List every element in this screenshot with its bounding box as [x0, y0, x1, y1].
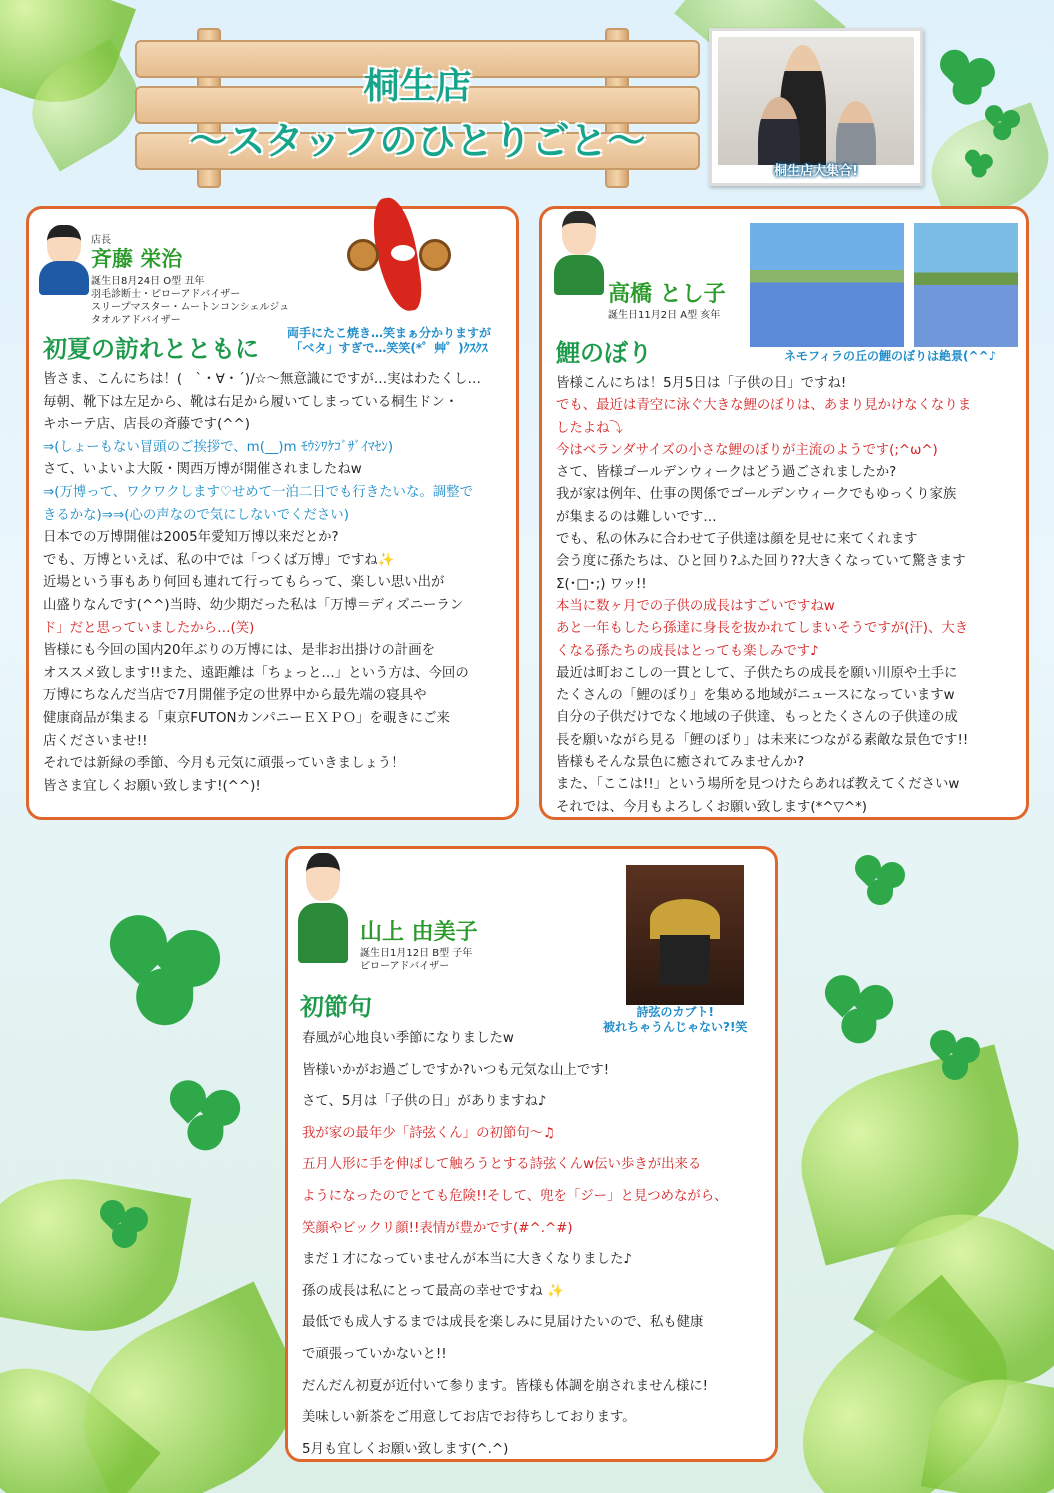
article-body	[302, 1023, 728, 1465]
body-line: でも、私の休みに合わせて子供達は顔を見せに来てくれます	[556, 532, 918, 548]
body-line: 皆様にも今回の国内20年ぶりの万博には、是非お出掛けの計画を	[43, 643, 435, 659]
staff-name: 山上 由美子	[360, 920, 478, 945]
body-line: それでは、今月もよろしくお願い致します(*^▽^*)	[556, 799, 867, 815]
clover-icon	[985, 105, 1020, 140]
avatar-yamagami	[298, 853, 348, 969]
body-line: 我が家は例年、仕事の関係でゴールデンウィークでもゆっくり家族	[556, 487, 957, 503]
body-line: くなる孫たちの成長はとっても楽しみです♪	[556, 643, 819, 659]
avatar-takahashi	[554, 211, 604, 301]
avatar-saito	[39, 225, 89, 303]
body-line: Σ(･□･;) ワッ!!	[556, 576, 647, 592]
page-title: 桐生店	[363, 66, 472, 107]
clover-icon	[965, 150, 993, 178]
body-line: 会う度に孫たちは、ひと回り?ふた回り??大きくなっていて驚きます	[556, 554, 966, 570]
body-line: 五月人形に手を伸ばして触ろうとする詩弦くんw伝い歩きが出来る	[302, 1157, 702, 1173]
body-line: ようになったのでとても危険!!そして、兜を「ジー」と見つめながら、	[302, 1188, 728, 1204]
clover-icon	[110, 915, 220, 1025]
mascot-caption: 両手にたこ焼き…笑まぁ分かりますが 「ベタ」すぎで…笑笑(*゜艸゜)ｸｽｸｽ	[287, 326, 492, 355]
body-line: まだ１才になっていませんが本当に大きくなりました♪	[302, 1252, 632, 1268]
body-line: 最低でも成人するまでは成長を楽しみに見届けたいので、私も健康	[302, 1315, 704, 1331]
role-label: 店長	[91, 235, 111, 246]
photo-caption: 詩弦のカブト! 被れちゃうんじゃない?!笑	[603, 1005, 748, 1034]
body-line: キホーテ店、店長の斉藤です(^^)	[43, 417, 250, 433]
article-body	[556, 373, 971, 819]
body-line: 毎朝、靴下は左足から、靴は右足から履いてしまっている桐生ドン・	[43, 394, 459, 410]
body-line: 皆様こんにちは！5月5日は「子供の日」ですね!	[556, 376, 847, 391]
body-line: で頑張っていかないと!!	[302, 1346, 447, 1362]
group-photo-caption: 桐生店大集合!	[774, 164, 858, 179]
kabuto-photo	[626, 865, 744, 1005]
card-takahashi	[539, 206, 1029, 820]
body-line: 皆様もそんな景色に癒されてみませんか?	[556, 755, 805, 771]
photo-caption: ネモフィラの丘の鯉のぼりは絶景(^^♪	[784, 349, 997, 363]
body-line: たくさんの「鯉のぼり」を集める地域がニュースになっていますw	[556, 688, 955, 704]
body-line: 皆さま、こんにちは！( `・∀・´)/☆～無意識にですが…実はわたくし…	[43, 372, 481, 387]
mascot-image	[347, 197, 457, 317]
body-line: 皆さま宜しくお願い致します!(^^)!	[43, 778, 261, 794]
body-line: でも、万博といえば、私の中では「つくば万博」ですね✨	[43, 552, 395, 568]
body-line: 日本での万博開催は2005年愛知万博以来だとか?	[43, 530, 339, 546]
page-subtitle: ～スタッフのひとりごと～	[189, 119, 646, 163]
clover-icon	[930, 1030, 980, 1080]
body-line: 美味しい新茶をご用意してお店でお待ちしております。	[302, 1410, 636, 1426]
staff-name: 斉藤 栄治	[91, 247, 183, 271]
clover-icon	[855, 855, 905, 905]
body-line: だんだん初夏が近付いて参ります。皆様も体調を崩されません様に!	[302, 1378, 709, 1394]
body-line: 最近は町おこしの一貫として、子供たちの成長を願い川原や土手に	[556, 665, 958, 681]
body-line: さて、5月は「子供の日」がありますね♪	[302, 1094, 547, 1110]
body-line: 皆様いかがお過ごしですか?いつも元気な山上です!	[302, 1062, 610, 1078]
body-line: 我が家の最年少「詩弦くん」の初節句～♫	[302, 1125, 556, 1141]
body-line: 近場という事もあり何回も連れて行ってもらって、楽しい思い出が	[43, 575, 445, 591]
body-line: 春風が心地良い季節になりましたw	[302, 1031, 514, 1046]
clover-icon	[940, 50, 995, 105]
group-photo	[709, 28, 923, 186]
body-line: 今はベランダサイズの小さな鯉のぼりが主流のようです(;^ω^)	[556, 442, 938, 458]
body-line: 自分の子供だけでなく地域の子供達、もっとたくさんの子供達の成	[556, 710, 958, 726]
card-saito	[26, 206, 519, 820]
body-line: 健康商品が集まる「東京FUTONカンパニーＥＸＰＯ」を覗きにご来	[43, 710, 450, 726]
body-line: 本当に数ヶ月での子供の成長はすごいですねw	[556, 598, 835, 614]
body-line: さて、いよいよ大阪・関西万博が開催されましたねw	[43, 462, 362, 478]
body-line: また、「ここは!!」という場所を見つけたらあれば教えてくださいw	[556, 777, 960, 793]
body-line: ド」だと思っていましたから…(笑)	[43, 620, 255, 636]
staff-meta: 誕生日1月12日 B型 子年 ピローアドバイザー	[360, 948, 473, 972]
staff-meta: 誕生日8月24日 O型 丑年 羽毛診断士・ピローアドバイザー スリープマスター・ムートンコンシェルジュ タオルアドバイザー	[91, 276, 290, 326]
body-line: それでは新緑の季節、今月も元気に頑張っていきましょう！	[43, 756, 405, 772]
header-sign	[135, 38, 700, 178]
body-line: 店くださいませ!!	[43, 733, 148, 749]
staff-name: 高橋 とし子	[608, 282, 726, 307]
body-line: さて、皆様ゴールデンウィークはどう過ごされましたか?	[556, 465, 897, 481]
body-line: あと一年もしたら孫達に身長を抜かれてしまいそうですが(汗)、大き	[556, 621, 969, 637]
body-line: 5月も宜しくお願い致します(^.^)	[302, 1441, 509, 1457]
body-line: でも、最近は青空に泳ぐ大きな鯉のぼりは、あまり見かけなくなりま	[556, 398, 972, 414]
article-heading: 鯉のぼり	[556, 339, 652, 367]
body-line: 長を願いながら見る「鯉のぼり」は未来につながる素敵な景色です!!	[556, 732, 969, 748]
body-line: 笑顔やビックリ顔!!表情が豊かです(#^.^#)	[302, 1220, 573, 1236]
body-line: 孫の成長は私にとって最高の幸せですね ✨	[302, 1283, 564, 1299]
body-line: きるかな)⇒⇒(心の声なので気にしないでください)	[43, 507, 349, 523]
body-line: 万博にちなんだ当店で7月開催予定の世界中から最先端の寝具や	[43, 688, 427, 704]
body-line: ⇒(万博って、ワクワクします♡せめて一泊二日でも行きたいな。調整で	[43, 484, 473, 500]
staff-meta: 誕生日11月2日 A型 亥年	[608, 310, 721, 321]
clover-icon	[100, 1200, 148, 1248]
article-heading: 初夏の訪れとともに	[43, 335, 259, 363]
koinobori-photo-1	[750, 223, 904, 347]
body-line: したよね⤵	[556, 420, 623, 436]
body-line: 山盛りなんです(^^)当時、幼少期だった私は「万博＝ディズニーラン	[43, 597, 464, 613]
koinobori-photo-2	[914, 223, 1018, 347]
clover-icon	[825, 975, 893, 1043]
article-heading: 初節句	[300, 993, 372, 1021]
body-line: オススメ致します!!また、遠距離は「ちょっと…」という方は、今回の	[43, 665, 469, 681]
article-body	[43, 369, 481, 798]
body-line: が集まるのは難しいです…	[556, 509, 717, 525]
body-line: ⇒(しょーもない冒頭のご挨拶で、m(__)m ﾓｳｼﾜｹｺﾞｻﾞｲﾏｾﾝ)	[43, 439, 394, 455]
card-yamagami	[285, 846, 778, 1462]
clover-icon	[170, 1080, 240, 1150]
